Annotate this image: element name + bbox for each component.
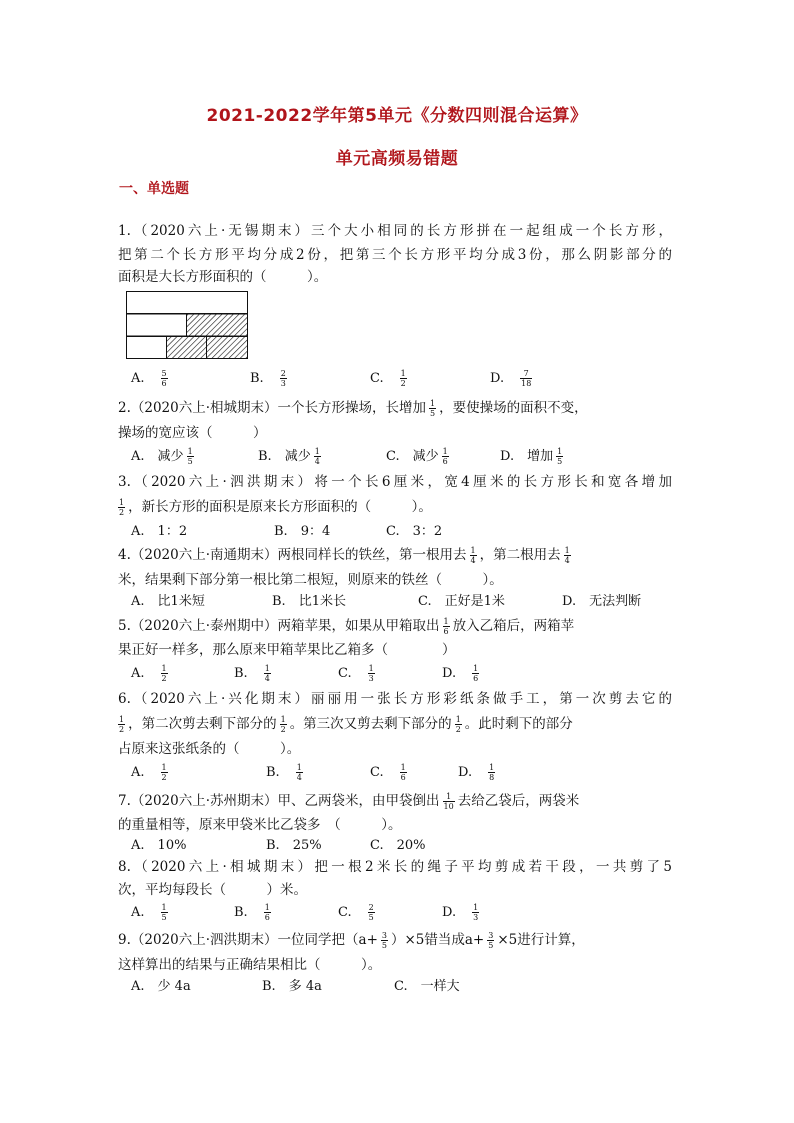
q5-line-1: 5.（2020六上·泰州期中）两箱苹果，如果从甲箱取出 $\frac{1}{6}$ 放入乙箱后，两箱苹 bbox=[118, 617, 575, 636]
q7-line-2: 的重量相等，原来甲袋米比乙袋多 （ ）。 bbox=[118, 817, 402, 833]
q8-option-d[interactable]: D. $\frac{1}{3}$ bbox=[442, 903, 479, 922]
q8-line-2: 次，平均每段长（ ）米。 bbox=[118, 882, 307, 898]
q8-option-a[interactable]: A. $\frac{1}{5}$ bbox=[131, 903, 167, 922]
q7-option-a[interactable]: A. 10% bbox=[131, 838, 187, 853]
q3-line-1: 3.（2020六上·泗洪期末）将一个长6厘米，宽4厘米的长方形长和宽各增加 bbox=[118, 474, 672, 490]
section-heading: 一、单选题 bbox=[119, 181, 189, 197]
q2-option-c[interactable]: C. 减少 $\frac{1}{6}$ bbox=[386, 447, 448, 466]
q5-option-c[interactable]: C. $\frac{1}{3}$ bbox=[338, 664, 374, 683]
q4-option-a[interactable]: A. 比1米短 bbox=[131, 594, 205, 609]
q1-option-c[interactable]: C. $\frac{1}{2}$ bbox=[370, 369, 406, 388]
rectangle-3-shaded-b bbox=[207, 337, 248, 359]
q4-line-1: 4.（2020六上·南通期末）两根同样长的铁丝，第一根用去 $\frac{1}{4}$ ，第二根用去 $\frac{1}{4}$ bbox=[118, 546, 570, 565]
q9-option-a[interactable]: A. 少 4a bbox=[131, 979, 191, 994]
q2-line-1: 2.（2020六上·相城期末）一个长方形操场，长增加 $\frac{1}{5}$ ，要使操场的面积不变， bbox=[118, 399, 588, 418]
q4-option-d[interactable]: D. 无法判断 bbox=[562, 594, 642, 609]
rectangle-1 bbox=[127, 292, 248, 314]
rectangles-figure bbox=[126, 291, 250, 361]
q7-line-1: 7.（2020六上·苏州期末）甲、乙两袋米，由甲袋倒出 $\frac{1}{10}$ 去给乙袋后，两袋米 bbox=[118, 792, 580, 811]
q2-line-2: 操场的宽应该（ ） bbox=[118, 425, 267, 441]
q3-option-b[interactable]: B. 9：4 bbox=[274, 524, 331, 539]
rectangle-2-shaded bbox=[187, 314, 248, 336]
rectangle-2-left bbox=[127, 314, 187, 336]
q3-option-a[interactable]: A. 1：2 bbox=[131, 524, 188, 539]
q4-option-b[interactable]: B. 比1米长 bbox=[272, 594, 346, 609]
q6-option-b[interactable]: B. $\frac{1}{4}$ bbox=[266, 763, 302, 782]
q5-option-a[interactable]: A. $\frac{1}{2}$ bbox=[131, 664, 167, 683]
q5-option-b[interactable]: B. $\frac{1}{4}$ bbox=[234, 664, 270, 683]
q5-option-d[interactable]: D. $\frac{1}{6}$ bbox=[442, 664, 479, 683]
q4-line-2: 米，结果剩下部分第一根比第二根短，则原来的铁丝（ ）。 bbox=[118, 572, 503, 588]
q2-option-a[interactable]: A. 减少 $\frac{1}{5}$ bbox=[131, 447, 193, 466]
q1-line-1: 1.（2020六上·无锡期末）三个大小相同的长方形拼在一起组成一个长方形， bbox=[118, 223, 672, 239]
q7-option-c[interactable]: C. 20% bbox=[370, 838, 426, 853]
q2-option-b[interactable]: B. 减少 $\frac{1}{4}$ bbox=[258, 447, 320, 466]
q9-option-b[interactable]: B. 多 4a bbox=[262, 979, 322, 994]
rectangle-3-shaded-a bbox=[167, 337, 207, 359]
q1-option-b[interactable]: B. $\frac{2}{3}$ bbox=[250, 369, 286, 388]
q7-option-b[interactable]: B. 25% bbox=[266, 838, 322, 853]
q3-line-2: $\frac{1}{2}$ ，新长方形的面积是原来长方形面积的（ ）。 bbox=[119, 498, 432, 517]
rectangle-3-left bbox=[127, 337, 167, 359]
q6-option-d[interactable]: D. $\frac{1}{8}$ bbox=[458, 763, 495, 782]
q8-option-b[interactable]: B. $\frac{1}{6}$ bbox=[234, 903, 270, 922]
q9-line-1: 9.（2020六上·泗洪期末）一位同学把（a+ $\frac{3}{5}$ ）×5错当成a+ $\frac{3}{5}$ ×5进行计算， bbox=[118, 931, 585, 950]
q6-line-3: 占原来这张纸条的（ ）。 bbox=[118, 741, 301, 757]
q8-option-c[interactable]: C. $\frac{2}{5}$ bbox=[338, 903, 374, 922]
q9-option-c[interactable]: C. 一样大 bbox=[394, 979, 460, 994]
document-subtitle: 单元高频易错题 bbox=[335, 149, 459, 169]
q1-line-3: 面积是大长方形面积的（ ）。 bbox=[118, 269, 328, 285]
q5-line-2: 果正好一样多，那么原来甲箱苹果比乙箱多（ ） bbox=[118, 642, 456, 658]
q6-line-2: $\frac{1}{2}$ ，第二次剪去剩下部分的 $\frac{1}{2}$ 。第三次又剪去剩下部分的 $\frac{1}{2}$ 。此时剩下的部分 bbox=[119, 715, 573, 734]
q9-line-2: 这样算出的结果与正确结果相比（ ）。 bbox=[118, 957, 382, 973]
q3-option-c[interactable]: C. 3：2 bbox=[386, 524, 443, 539]
q4-option-c[interactable]: C. 正好是1米 bbox=[418, 594, 505, 609]
q1-option-d[interactable]: D. $\frac{7}{18}$ bbox=[490, 369, 532, 388]
q6-line-1: 6.（2020六上·兴化期末）丽丽用一张长方形彩纸条做手工，第一次剪去它的 bbox=[118, 691, 672, 707]
q6-option-a[interactable]: A. $\frac{1}{2}$ bbox=[131, 763, 167, 782]
document-title: 2021-2022学年第5单元《分数四则混合运算》 bbox=[206, 106, 588, 126]
q6-option-c[interactable]: C. $\frac{1}{6}$ bbox=[370, 763, 406, 782]
q2-option-d[interactable]: D. 增加 $\frac{1}{5}$ bbox=[500, 447, 563, 466]
q1-line-2: 把第二个长方形平均分成2份，把第三个长方形平均分成3份，那么阴影部分的 bbox=[118, 247, 672, 263]
q8-line-1: 8.（2020六上·相城期末）把一根2米长的绳子平均剪成若干段，一共剪了5 bbox=[118, 859, 672, 875]
q1-option-a[interactable]: A. $\frac{5}{6}$ bbox=[131, 369, 167, 388]
